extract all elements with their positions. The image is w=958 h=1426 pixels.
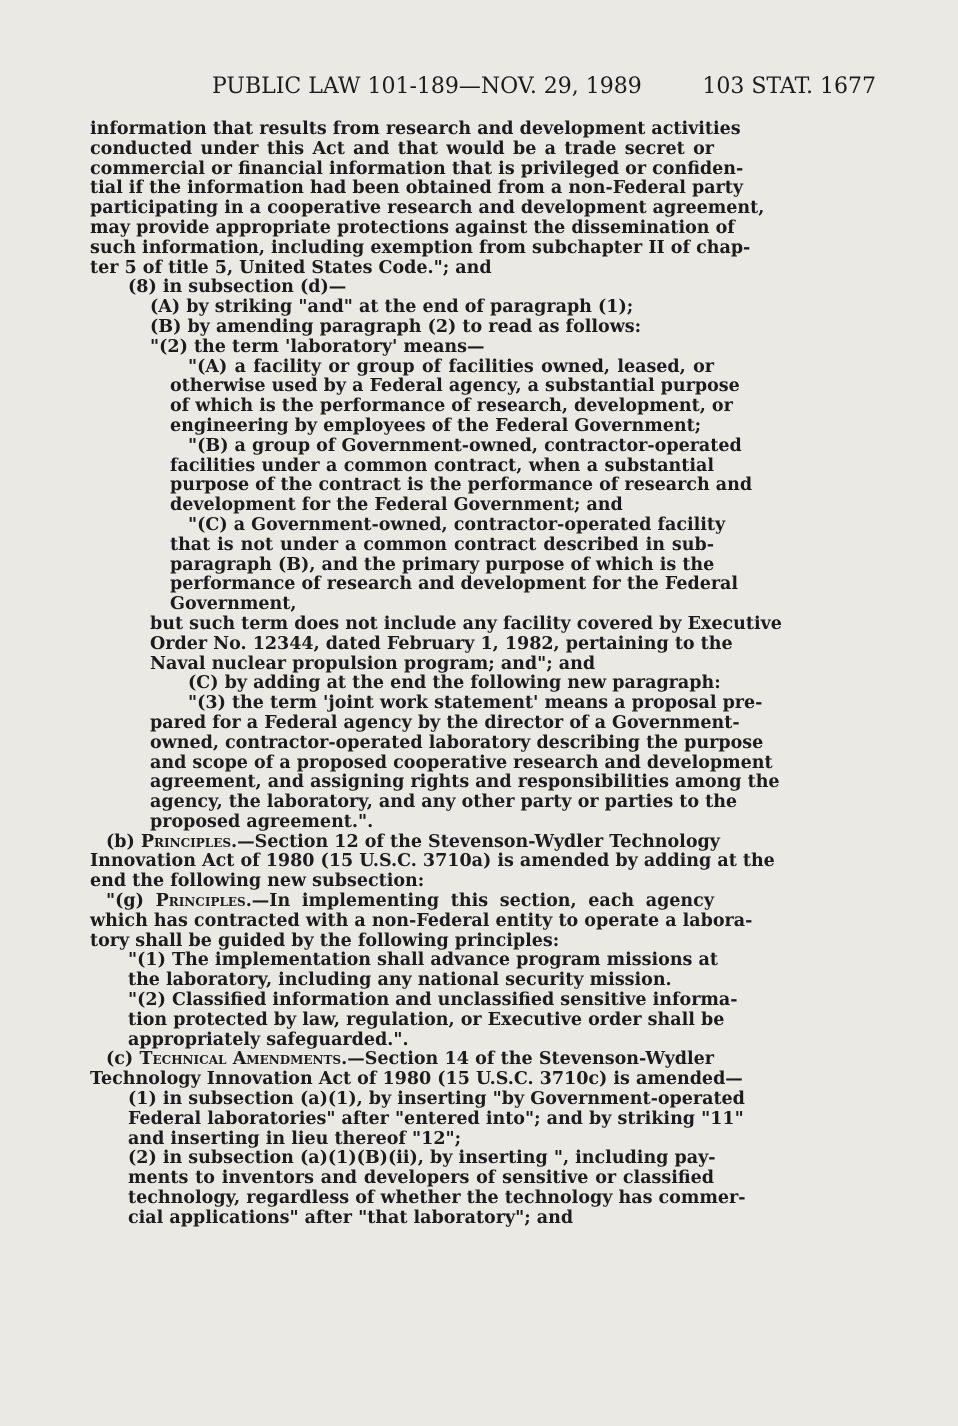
text-line: that is not under a common contract described in sub- [170,534,714,555]
line-text: .—Section 14 of the Stevenson-Wydler [341,1049,714,1070]
text-line: paragraph (B), and the primary purpose of which is the [170,554,715,575]
text-line: but such term does not include any facility covered by Executive [150,613,782,634]
text-line: otherwise used by a Federal agency, a substantial purpose [170,376,740,397]
text-line: tial if the information had been obtained from a non-Federal party [90,178,744,199]
text-line: proposed agreement.". [150,811,374,832]
text-line: development for the Federal Government; and [170,495,623,516]
text-line: ter 5 of title 5, United States Code."; and [90,257,492,278]
text-line: tory shall be guided by the following principles: [90,930,560,951]
text-line: commercial or financial information that is privileged or confiden- [90,158,744,179]
text-line: Innovation Act of 1980 (15 U.S.C. 3710a) is amended by adding at the [90,851,775,872]
text-line: ments to inventors and developers of sensitive or classified [128,1168,714,1189]
text-line: performance of research and development for the Federal [170,574,739,595]
text-line: Federal laboratories" after "entered into"; and by striking "11" [128,1108,744,1129]
text-line: owned, contractor-operated laboratory describing the purpose [150,732,764,753]
running-title: PUBLIC LAW 101-189—NOV. 29, 1989 [212,74,642,99]
text-line: participating in a cooperative research and development agreement, [90,198,765,219]
text-line: cial applications" after "that laboratory"; and [128,1207,574,1228]
text-line: agreement, and assigning rights and responsibilities among the [150,772,780,793]
section-number: (b) [106,831,141,852]
text-line: appropriately safeguarded.". [128,1029,409,1050]
text-line: engineering by employees of the Federal Government; [170,415,702,436]
text-line: of which is the performance of research, development, or [170,396,733,417]
text-line: (8) in subsection (d)— [128,277,347,298]
text-line: technology, regardless of whether the technology has commer- [128,1188,746,1209]
text-line: (B) by amending paragraph (2) to read as follows: [150,316,642,337]
text-line [90,1050,714,1070]
text-line: conducted under this Act and that would be a trade secret or [90,138,714,159]
text-line: end the following new subsection: [90,871,425,892]
section-heading: Principles [155,891,246,912]
text-line: such information, including exemption from subchapter II of chap- [90,237,751,258]
text-line: (2) in subsection (a)(1)(B)(ii), by inserting ", including pay- [128,1148,716,1169]
document-body [90,119,782,1229]
text-line: "(B) a group of Government-owned, contractor-operated [188,435,742,456]
text-line [90,892,714,912]
text-line: may provide appropriate protections against the dissemination of [90,217,735,238]
text-line: agency, the laboratory, and any other party or parties to the [150,792,738,813]
text-line: "(1) The implementation shall advance program missions at [128,950,718,971]
text-line: (A) by striking "and" at the end of paragraph (1); [150,297,634,318]
text-line: "(C) a Government-owned, contractor-operated facility [188,514,726,535]
text-line: "(2) the term 'laboratory' means— [150,336,485,357]
text-line: and inserting in lieu thereof "12"; [128,1128,462,1149]
text-line: (1) in subsection (a)(1), by inserting "by Government-operated [128,1089,745,1110]
text-line: which has contracted with a non-Federal entity to operate a labora- [90,910,753,931]
text-line: the laboratory, including any national security mission. [128,970,672,991]
text-line: pared for a Federal agency by the director of a Government- [150,712,740,733]
section-heading: Principles [140,831,232,852]
line-text: .—Section 12 of the Stevenson-Wydler Technology [231,831,720,852]
text-line: tion protected by law, regulation, or Executive order shall be [128,1009,725,1030]
text-line: Order No. 12344, dated February 1, 1982, pertaining to the [150,633,733,654]
page-header [212,74,876,106]
text-line: (C) by adding at the end the following new paragraph: [188,673,721,694]
text-line: "(A) a facility or group of facilities owned, leased, or [188,356,714,377]
text-line: "(2) Classified information and unclassified sensitive informa- [128,990,738,1011]
section-number: (c) [106,1049,140,1070]
section-heading: Technical Amendments [139,1049,342,1070]
text-line: and scope of a proposed cooperative research and development [150,752,773,773]
statute-citation: 103 STAT. 1677 [702,74,876,99]
text-line [90,831,720,853]
text-line: purpose of the contract is the performance of research and [170,475,753,496]
text-line: information that results from research and development activities [90,119,741,139]
text-line: Technology Innovation Act of 1980 (15 U.S.C. 3710c) is amended— [90,1069,743,1090]
line-text: .—In implementing this section, each agency [245,891,714,912]
text-line: "(3) the term 'joint work statement' means a proposal pre- [188,693,763,714]
text-line: Government, [170,594,297,615]
text-line: facilities under a common contract, when a substantial [170,455,714,476]
section-number: "(g) [106,891,156,912]
text-line: Naval nuclear propulsion program; and"; and [150,653,596,674]
